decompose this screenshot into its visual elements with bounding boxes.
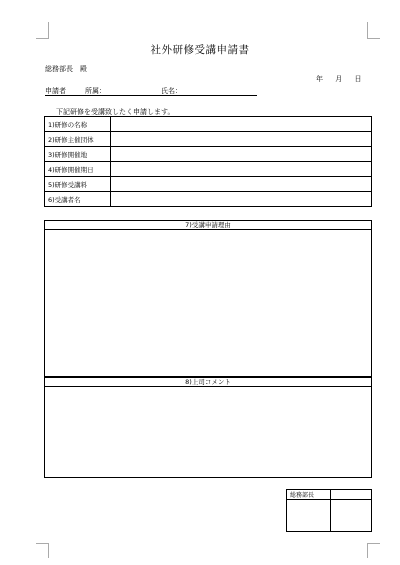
date-month-label: 月	[335, 75, 343, 83]
approval-stamp-box	[286, 489, 372, 532]
approval-label: 総務部長	[287, 490, 331, 500]
venue-field[interactable]	[111, 147, 372, 162]
field-label: 4)研修開催期日	[45, 162, 111, 177]
comment-header: 8)上司コメント	[44, 377, 372, 387]
fee-field[interactable]	[111, 177, 372, 192]
field-label: 1)研修の名称	[45, 117, 111, 132]
organizer-field[interactable]	[111, 132, 372, 147]
reason-box[interactable]	[44, 230, 372, 377]
training-name-field[interactable]	[111, 117, 372, 132]
reason-header: 7)受講申請理由	[44, 220, 372, 230]
field-label: 2)研修主催団体	[45, 132, 111, 147]
approval-stamp-field[interactable]	[287, 500, 331, 532]
date-year-label: 年	[316, 75, 323, 83]
table-row	[45, 162, 372, 177]
table-row	[45, 132, 372, 147]
approval-stamp-field-2[interactable]	[331, 500, 372, 532]
field-label: 6)受講者名	[45, 192, 111, 207]
department-label: 所属：	[85, 87, 106, 95]
crop-mark-bottom-right	[367, 543, 380, 558]
crop-mark-top-right	[367, 22, 380, 39]
table-row	[45, 147, 372, 162]
intro-text: 下記研修を受講致したく申請します。	[56, 108, 175, 116]
date-line	[316, 74, 361, 84]
table-row	[45, 177, 372, 192]
approval-blank-header	[331, 490, 372, 500]
field-label: 3)研修開催地	[45, 147, 111, 162]
dates-field[interactable]	[111, 162, 372, 177]
attendee-field[interactable]	[111, 192, 372, 207]
document-title: 社外研修受講申請書	[150, 44, 250, 56]
training-details-table	[44, 116, 372, 207]
crop-mark-bottom-left	[36, 543, 49, 558]
table-row	[45, 117, 372, 132]
applicant-label: 申請者	[45, 87, 66, 95]
table-row	[45, 192, 372, 207]
date-day-label: 日	[354, 75, 362, 83]
field-label: 5)研修受講料	[45, 177, 111, 192]
comment-box[interactable]	[44, 387, 372, 478]
addressee: 総務部長 殿	[45, 65, 87, 73]
name-label: 氏名：	[161, 87, 182, 95]
applicant-line	[45, 86, 257, 96]
crop-mark-top-left	[36, 22, 49, 39]
